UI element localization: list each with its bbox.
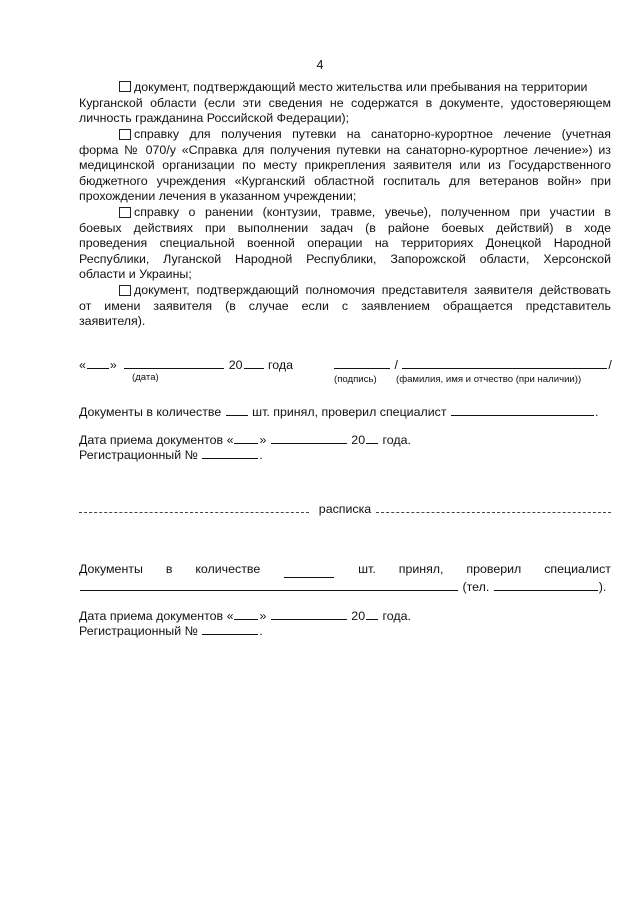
signature-field[interactable] [334,356,390,369]
checkbox[interactable] [119,81,131,92]
item-text-line: проведения специальной военной операции на территориях Донецкой Народной [79,236,611,251]
receipt-docs-line: Документы в количестве шт. принял, проверил специалист [79,562,611,576]
receipt-year-field[interactable] [366,607,378,620]
caption-date: (дата) [132,372,159,383]
item-text-line: Республики, Луганской Народной Республики, Запорожской области, Херсонской [79,251,611,266]
receipt-month-field[interactable] [271,607,347,620]
caption-full-name: (фамилия, имя и отчество (при наличии)) [396,374,582,385]
item-text-line: справку о ранении (контузии, травме, увечье), полученном при участии в [134,205,611,219]
receipt-divider [79,502,611,518]
item-text-line: личность гражданина Российской Федерации); [79,111,350,126]
receipt-registration-line: Регистрационный № . [79,624,263,638]
docs-count-field[interactable] [226,403,248,416]
receipt-specialist-line: (тел. ). [79,578,606,596]
item-text-line: боевых действиях при выполнении задач (в районе боевых действий) в ходе [79,220,611,235]
full-name-field[interactable] [402,356,607,369]
docs-accepted-line: Документы в количестве шт. принял, проверил специалист . [79,405,599,419]
item-text-line: форма № 070/у «Справка для получения путевки на санаторно-курортное лечение») из [79,142,611,157]
checkbox[interactable] [119,207,131,218]
accept-year-field[interactable] [366,431,378,444]
receipt-day-field[interactable] [234,607,258,620]
receipt-phone-field[interactable] [494,578,598,591]
docs-date-line: Дата приема документов « » 20 года. [79,433,411,447]
accept-day-field[interactable] [234,431,258,444]
date-month-field[interactable] [124,356,224,369]
page-number: 4 [316,58,324,72]
item-text-line: прохождении лечения в указанном учреждении; [79,189,357,204]
date-year-field[interactable] [244,356,264,369]
receipt-registration-field[interactable] [202,622,258,635]
item-text-line: документ, подтверждающий полномочия представителя заявителя действовать [134,283,611,297]
registration-number-field[interactable] [202,446,258,459]
item-text-line: справку для получения путевки на санаторно-курортное лечение (учетная [134,127,611,141]
receipt-specialist-field[interactable] [80,578,458,591]
item-text-line: заявителя). [79,314,146,329]
receipt-label: расписка [315,502,375,516]
receipt-date-line: Дата приема документов « » 20 года. [79,609,411,623]
item-text-line: медицинской организации по месту прикрепления заявителя или из Государственного [79,158,611,173]
checkbox[interactable] [119,285,131,296]
caption-signature: (подпись) [334,374,377,385]
registration-line: Регистрационный № . [79,448,263,462]
date-day-field[interactable] [87,356,109,369]
receipt-docs-count-field[interactable] [284,565,334,578]
item-text-line: документ, подтверждающий место жительства или пребывания на территории [134,80,588,94]
checkbox[interactable] [119,129,131,140]
specialist-field[interactable] [451,403,594,416]
accept-month-field[interactable] [271,431,347,444]
item-text-line: от имени заявителя (в случае если с заявлением обращается представитель [79,298,611,313]
item-text-line: Курганской области (если эти сведения не содержатся в документе, удостоверяющем [79,95,611,110]
signature-date-line: « » 20 года [79,358,293,372]
item-text-line: области и Украины; [79,267,192,282]
signature-name-line: / / [333,356,612,374]
item-text-line: бюджетного учреждения «Курганский областной госпиталь для ветеранов войн» при [79,173,611,188]
